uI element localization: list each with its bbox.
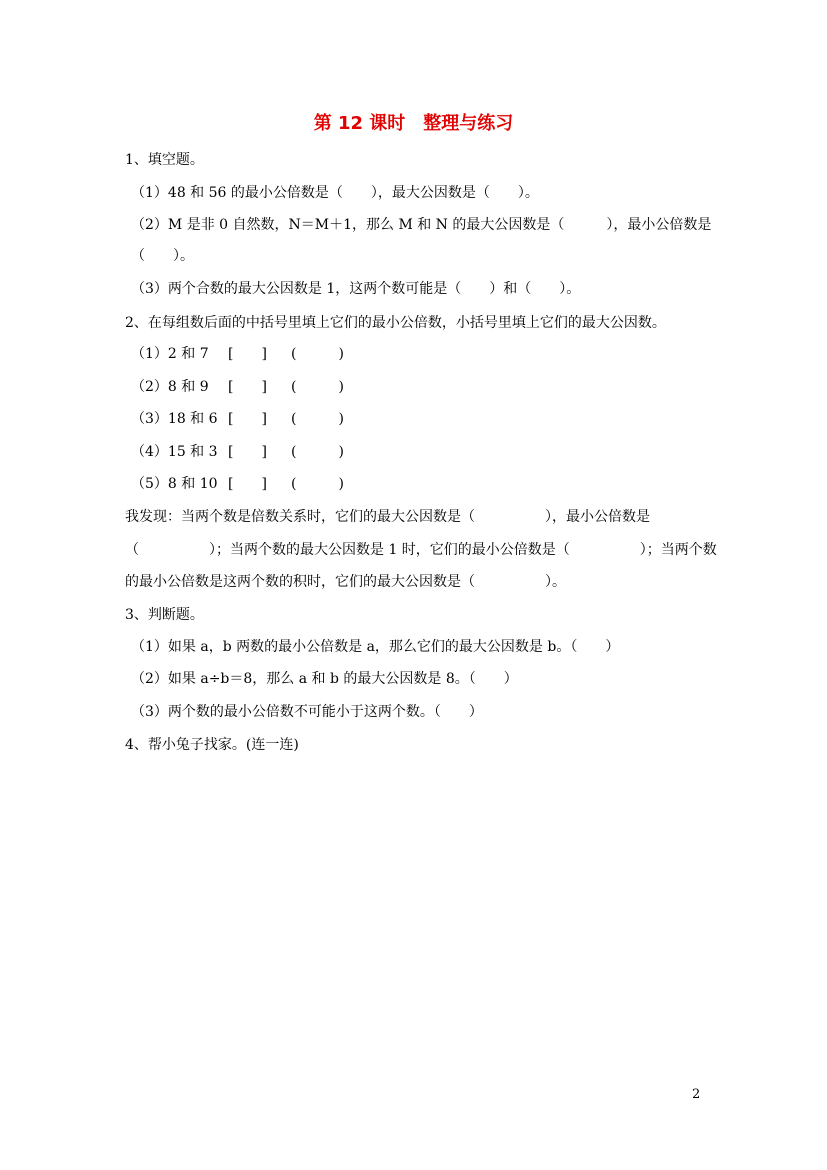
page-title: 第 12 课时 整理与练习 xyxy=(313,113,514,134)
lcm-bracket: [ ] xyxy=(228,346,267,362)
page-number: 2 xyxy=(692,1087,701,1102)
judgment-1: （1）如果 a，b 两数的最小公倍数是 a，那么它们的最大公因数是 b。（ ） xyxy=(131,639,620,655)
finding-line-3: 的最小公倍数是这两个数的积时，它们的最大公因数是（ ）。 xyxy=(125,574,566,590)
number-pair-row xyxy=(131,442,451,462)
question-1-2-line1: （2）M 是非 0 自然数，N＝M＋1，那么 M 和 N 的最大公因数是（ ），最小公倍数是 xyxy=(131,217,712,233)
number-pair-row xyxy=(131,409,451,429)
pair-label: （4）15 和 3 xyxy=(131,444,218,460)
gcd-paren: ( ) xyxy=(291,411,344,427)
number-pair-row xyxy=(131,344,451,364)
lcm-bracket: [ ] xyxy=(228,411,267,427)
section-2-heading: 2、在每组数后面的中括号里填上它们的最小公倍数，小括号里填上它们的最大公因数。 xyxy=(125,315,666,331)
lcm-bracket: [ ] xyxy=(228,379,267,395)
pair-label: （3）18 和 6 xyxy=(131,411,218,427)
gcd-paren: ( ) xyxy=(291,476,344,492)
finding-line-2: （ ）；当两个数的最大公因数是 1 时，它们的最小公倍数是（ ）；当两个数 xyxy=(125,542,717,558)
number-pair-row xyxy=(131,474,451,494)
gcd-paren: ( ) xyxy=(291,444,344,460)
pair-label: （5）8 和 10 xyxy=(131,476,218,492)
judgment-3: （3）两个数的最小公倍数不可能小于这两个数。（ ） xyxy=(131,704,483,720)
gcd-paren: ( ) xyxy=(291,379,344,395)
section-3-heading: 3、判断题。 xyxy=(125,607,204,623)
lcm-bracket: [ ] xyxy=(228,476,267,492)
question-1-1: （1）48 和 56 的最小公倍数是（ ），最大公因数是（ ）。 xyxy=(131,185,539,201)
number-pair-row xyxy=(131,377,451,397)
section-1-heading: 1、填空题。 xyxy=(125,152,204,168)
finding-line-1: 我发现：当两个数是倍数关系时，它们的最大公因数是（ ），最小公倍数是 xyxy=(125,509,650,525)
lcm-bracket: [ ] xyxy=(228,444,267,460)
section-4-heading: 4、帮小兔子找家。(连一连) xyxy=(125,737,299,753)
pair-label: （2）8 和 9 xyxy=(131,379,209,395)
question-1-2-line2: （ ）。 xyxy=(131,248,194,264)
pair-label: （1）2 和 7 xyxy=(131,346,209,362)
question-1-3: （3）两个合数的最大公因数是 1，这两个数可能是（ ）和（ ）。 xyxy=(131,281,581,297)
judgment-2: （2）如果 a÷b＝8，那么 a 和 b 的最大公因数是 8。（ ） xyxy=(131,671,518,687)
gcd-paren: ( ) xyxy=(291,346,344,362)
